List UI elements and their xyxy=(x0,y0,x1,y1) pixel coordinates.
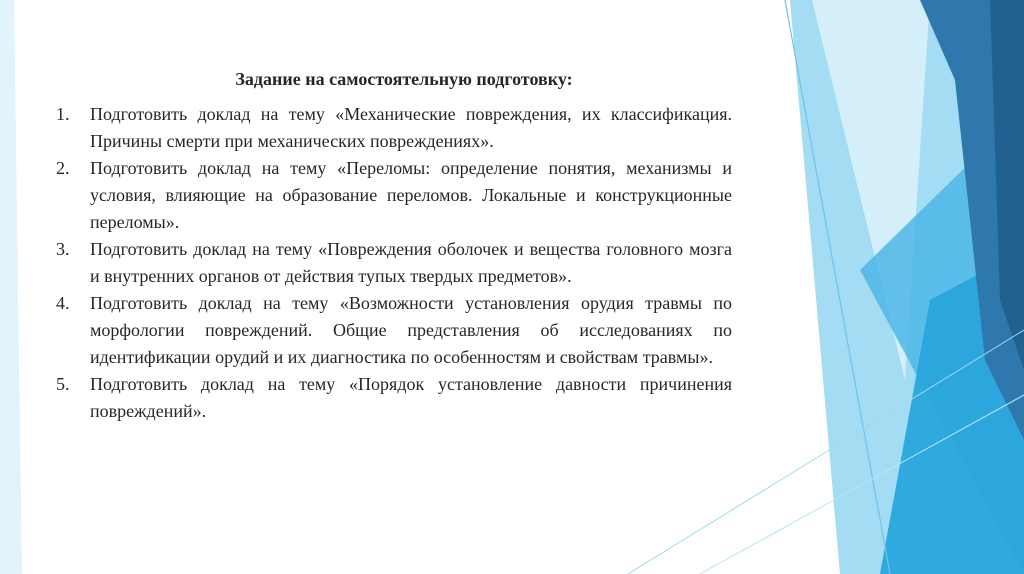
list-item-text: Подготовить доклад на тему «Возможности установления орудия травмы по морфологии повреждений. Общие представления об исследованиях по идентификации орудий и их диагностика по особенностям и свойствам травмы». xyxy=(90,293,732,367)
left-edge-strip xyxy=(0,0,22,574)
content-area xyxy=(56,66,732,425)
list-item xyxy=(56,290,732,371)
list-item xyxy=(56,371,732,425)
list-item-text: Подготовить доклад на тему «Порядок установление давности причинения повреждений». xyxy=(90,374,732,421)
list-item-number: 5. xyxy=(56,374,70,394)
slide-title: Задание на самостоятельную подготовку: xyxy=(235,69,573,89)
list-item-number: 2. xyxy=(56,158,70,178)
list-item xyxy=(56,155,732,236)
list-item-text: Подготовить доклад на тему «Повреждения оболочек и вещества головного мозга и внутренних органов от действия тупых твердых предметов». xyxy=(90,239,732,286)
list-item-text: Подготовить доклад на тему «Механические повреждения, их классификация. Причины смерти при механических повреждениях». xyxy=(90,104,732,151)
list-item-number: 4. xyxy=(56,293,70,313)
task-list xyxy=(56,101,732,425)
list-item-text: Подготовить доклад на тему «Переломы: определение понятия, механизмы и условия, влияющие на образование переломов. Локальные и конструкционные переломы». xyxy=(90,158,732,232)
list-item xyxy=(56,101,732,155)
list-item xyxy=(56,236,732,290)
list-item-number: 1. xyxy=(56,104,70,124)
list-item-number: 3. xyxy=(56,239,70,259)
